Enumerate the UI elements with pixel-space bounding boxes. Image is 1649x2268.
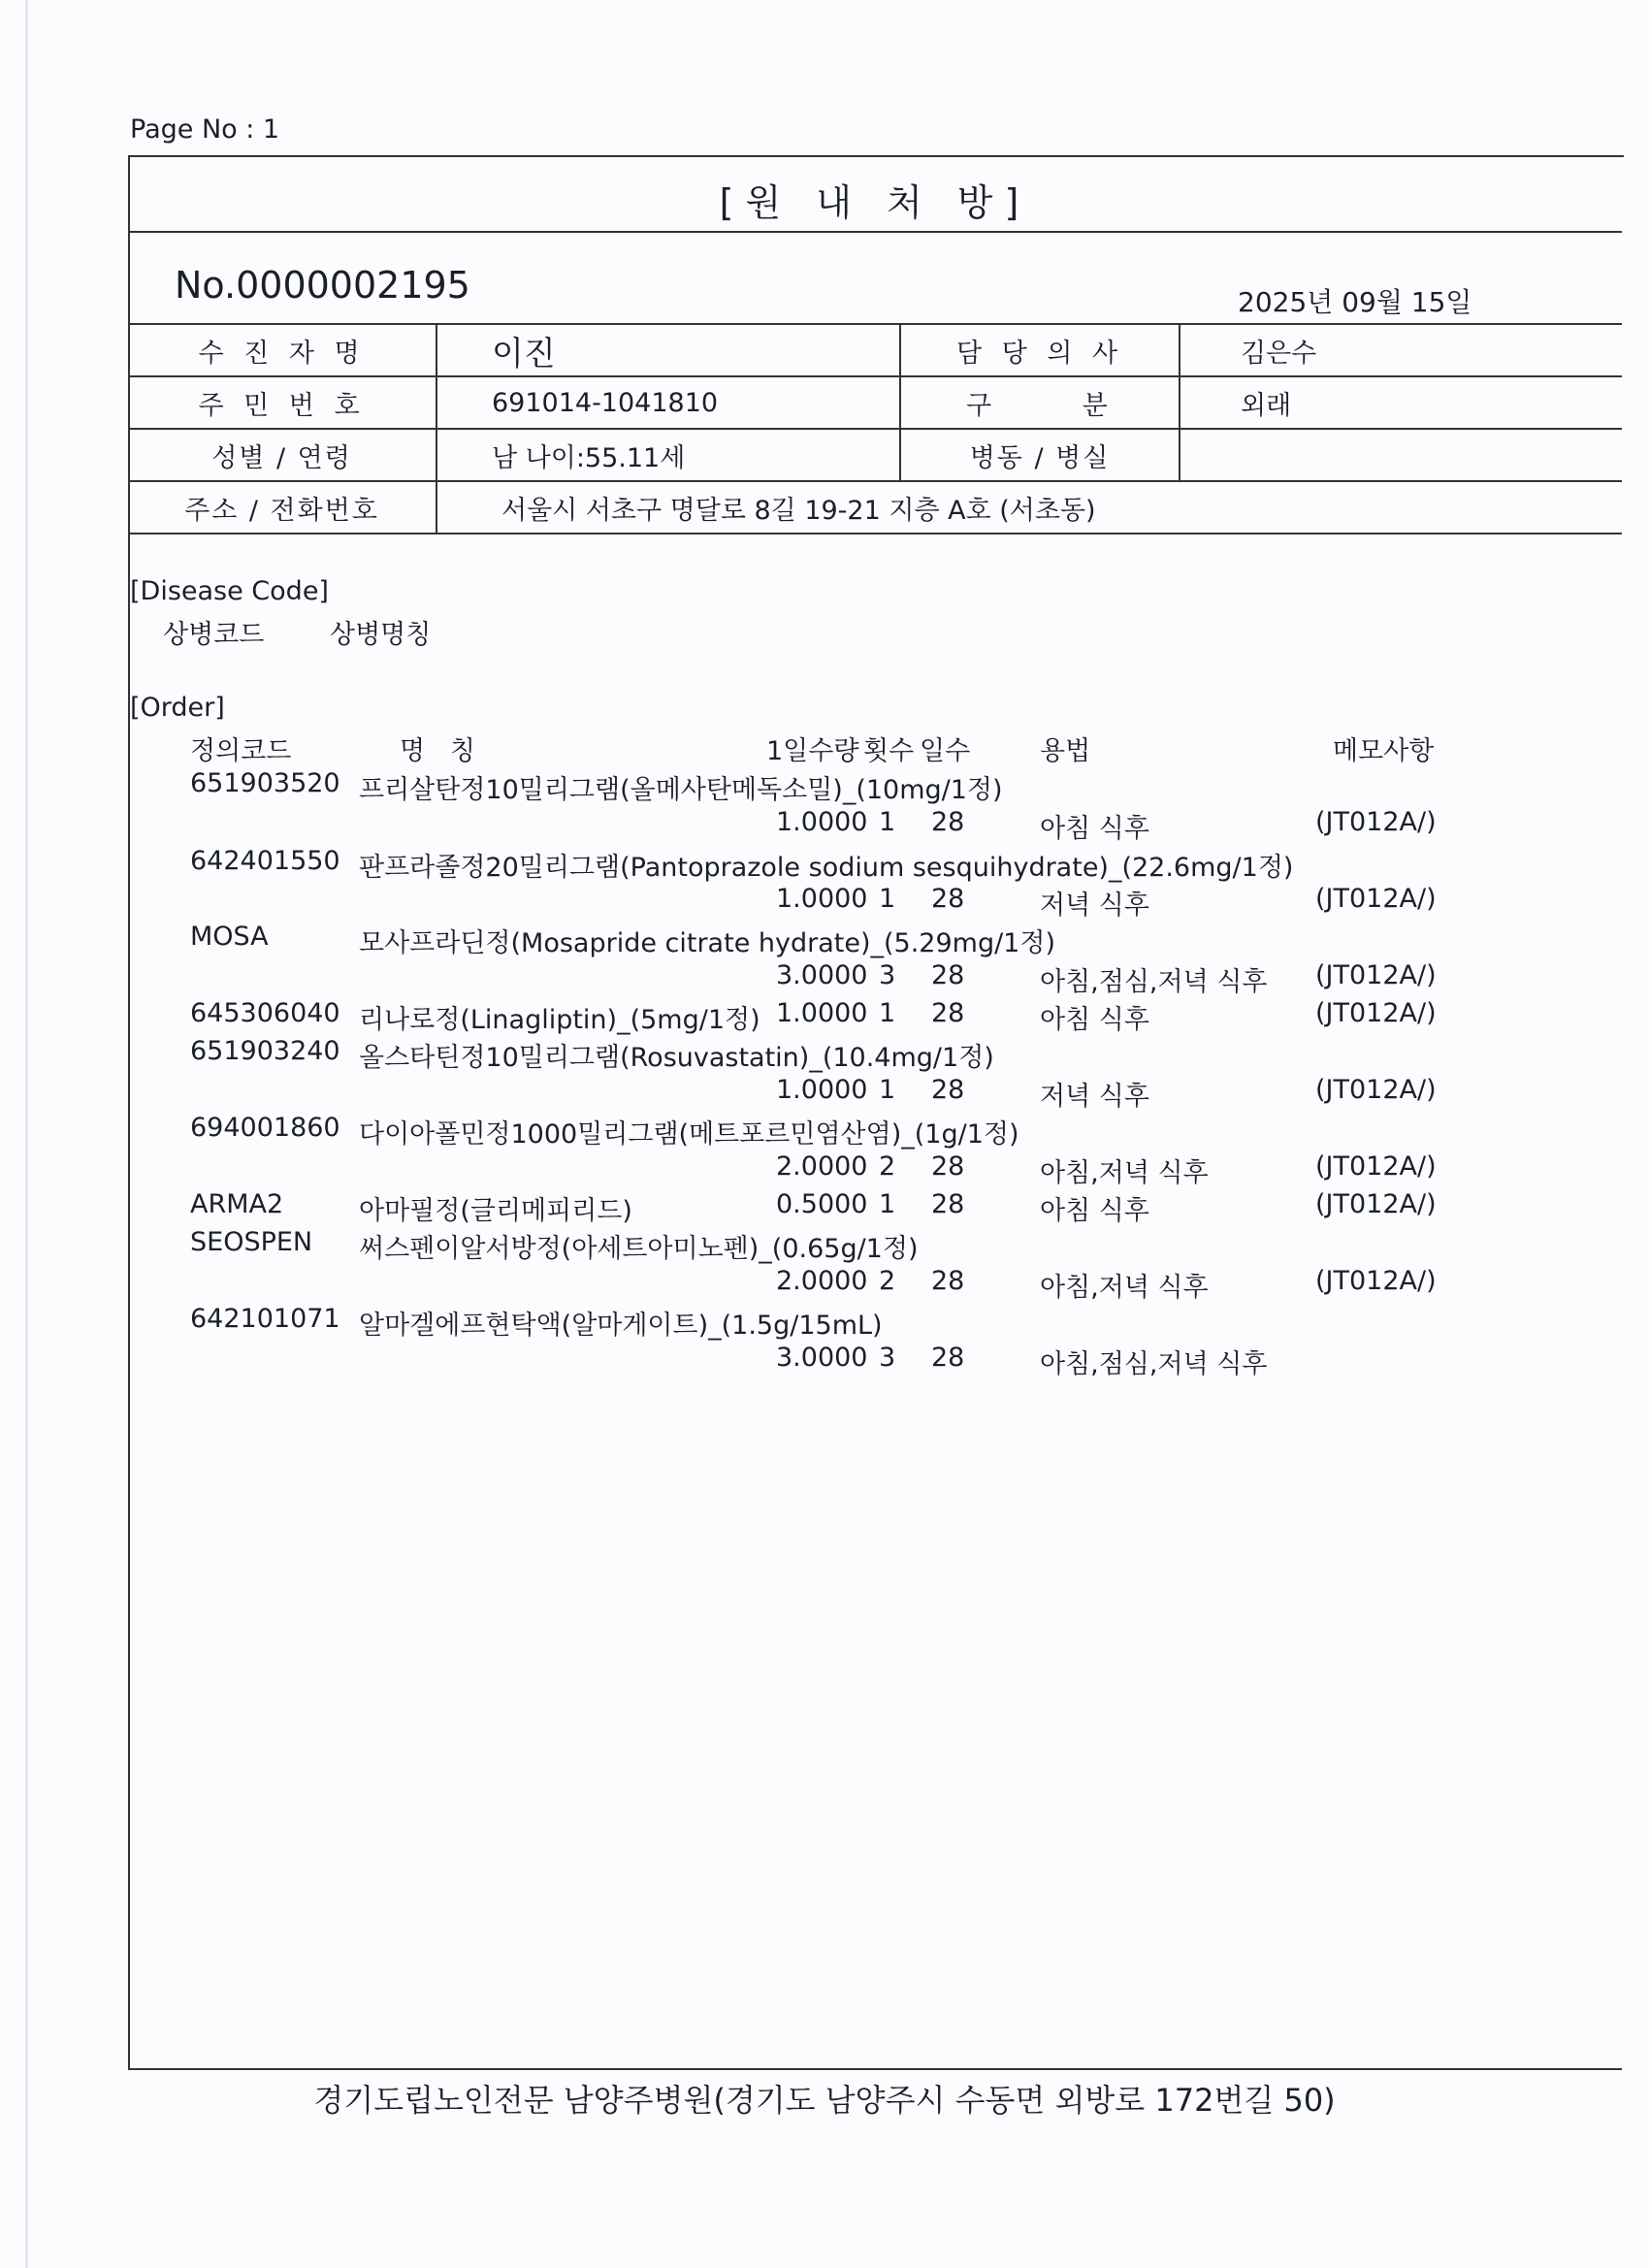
order-drug-name: 프리살탄정10밀리그램(올메사탄메독소밀)_(10mg/1정) [359, 775, 1003, 805]
doctor-name: 김은수 [1180, 324, 1622, 376]
order-times: 3 [879, 1343, 896, 1373]
order-usage: 아침 식후 [1040, 1005, 1149, 1035]
order-times: 1 [879, 1075, 896, 1105]
order-header-name: 명 칭 [400, 736, 475, 766]
visit-type-label: 구 분 [900, 376, 1180, 429]
order-qty: 1.0000 [776, 807, 868, 837]
order-days: 28 [931, 1266, 965, 1296]
patient-row-sex-age [128, 429, 1622, 481]
order-qty: 1.0000 [776, 1075, 868, 1105]
order-drug-name: 모사프라딘정(Mosapride citrate hydrate)_(5.29mg/1정) [359, 928, 1055, 958]
order-memo: (JT012A/) [1315, 960, 1437, 990]
order-drug-name: 다이아폴민정1000밀리그램(메트포르민염산염)_(1g/1정) [359, 1119, 1019, 1150]
order-usage: 저녁 식후 [1040, 1082, 1149, 1112]
order-code: 694001860 [190, 1113, 340, 1143]
disease-section-title: [Disease Code] [130, 576, 329, 606]
visit-type: 외래 [1180, 376, 1622, 429]
order-qty: 2.0000 [776, 1266, 868, 1296]
order-qty: 2.0000 [776, 1151, 868, 1182]
order-days: 28 [931, 998, 965, 1028]
order-code: 642101071 [190, 1304, 340, 1334]
order-drug-name: 판프라졸정20밀리그램(Pantoprazole sodium sesquihydrate)_(22.6mg/1정) [359, 853, 1294, 883]
order-times: 2 [879, 1151, 896, 1182]
order-days: 28 [931, 1075, 965, 1105]
order-code: 645306040 [190, 998, 340, 1028]
order-code: ARMA2 [190, 1189, 284, 1219]
page-number: Page No : 1 [130, 114, 280, 145]
order-usage: 아침 식후 [1040, 1196, 1149, 1226]
order-times: 1 [879, 807, 896, 837]
prescription-date: 2025년 09월 15일 [1238, 286, 1472, 318]
order-days: 28 [931, 807, 965, 837]
order-times: 1 [879, 1189, 896, 1219]
order-memo: (JT012A/) [1315, 998, 1437, 1028]
order-drug-name: 아마필정(글리메피리드) [359, 1196, 632, 1226]
order-code: 651903240 [190, 1036, 340, 1066]
sex-age-label: 성별 / 연령 [128, 429, 436, 481]
order-header-days: 일수 [920, 736, 971, 766]
order-days: 28 [931, 1189, 965, 1219]
order-drug-name: 써스펜이알서방정(아세트아미노펜)_(0.65g/1정) [359, 1234, 919, 1264]
order-memo: (JT012A/) [1315, 1189, 1437, 1219]
order-drug-name: 올스타틴정10밀리그램(Rosuvastatin)_(10.4mg/1정) [359, 1043, 994, 1073]
ward-label: 병동 / 병실 [900, 429, 1180, 481]
order-times: 1 [879, 884, 896, 914]
order-code: 651903520 [190, 768, 340, 798]
sex-age: 남 나이:55.11세 [436, 429, 900, 481]
order-times: 1 [879, 998, 896, 1028]
order-code: SEOSPEN [190, 1227, 313, 1257]
doctor-label: 담 당 의 사 [900, 324, 1180, 376]
order-days: 28 [931, 884, 965, 914]
patient-row-name [128, 324, 1622, 376]
order-qty: 1.0000 [776, 998, 868, 1028]
order-memo: (JT012A/) [1315, 807, 1437, 837]
address-label: 주소 / 전화번호 [128, 481, 436, 534]
order-header-usage: 용법 [1040, 736, 1091, 766]
hospital-footer: 경기도립노인전문 남양주병원(경기도 남양주시 수동면 외방로 172번길 50) [313, 2082, 1336, 2119]
order-memo: (JT012A/) [1315, 1075, 1437, 1105]
order-days: 28 [931, 1151, 965, 1182]
order-usage: 아침,점심,저녁 식후 [1040, 1349, 1268, 1379]
patient-row-id [128, 376, 1622, 429]
order-qty: 3.0000 [776, 960, 868, 990]
patient-name: 이진 [436, 324, 900, 376]
order-usage: 저녁 식후 [1040, 891, 1149, 921]
order-qty: 0.5000 [776, 1189, 868, 1219]
prescription-number: No.0000002195 [175, 264, 470, 307]
order-days: 28 [931, 960, 965, 990]
order-usage: 아침,저녁 식후 [1040, 1273, 1209, 1303]
patient-row-address [128, 481, 1622, 534]
order-drug-name: 알마겔에프현탁액(알마게이트)_(1.5g/15mL) [359, 1311, 883, 1341]
order-usage: 아침,점심,저녁 식후 [1040, 967, 1268, 997]
order-drug-name: 리나로정(Linagliptin)_(5mg/1정) [359, 1005, 760, 1035]
disease-code-header: 상병코드 [163, 620, 265, 650]
order-times: 2 [879, 1266, 896, 1296]
order-section-title: [Order] [130, 693, 225, 723]
order-times: 3 [879, 960, 896, 990]
resident-number-label: 주 민 번 호 [128, 376, 436, 429]
order-header-memo: 메모사항 [1333, 736, 1435, 766]
order-qty: 3.0000 [776, 1343, 868, 1373]
resident-number: 691014-1041810 [436, 376, 900, 429]
order-header-code: 정의코드 [190, 736, 292, 766]
footer-divider [128, 2068, 1622, 2070]
patient-info-table [128, 323, 1622, 535]
order-usage: 아침,저녁 식후 [1040, 1158, 1209, 1188]
order-usage: 아침 식후 [1040, 814, 1149, 844]
patient-name-label: 수 진 자 명 [128, 324, 436, 376]
ward [1180, 429, 1622, 481]
order-days: 28 [931, 1343, 965, 1373]
order-header-qty: 1일수량 [766, 736, 859, 766]
order-memo: (JT012A/) [1315, 1266, 1437, 1296]
disease-name-header: 상병명칭 [330, 620, 432, 650]
order-qty: 1.0000 [776, 884, 868, 914]
title-band [128, 155, 1622, 233]
order-code: 642401550 [190, 846, 340, 876]
address: 서울시 서초구 명달로 8길 19-21 지층 A호 (서초동) [436, 481, 1622, 534]
order-memo: (JT012A/) [1315, 884, 1437, 914]
order-code: MOSA [190, 922, 269, 952]
order-header-times: 횟수 [863, 736, 915, 766]
document-title: [원 내 처 방] [719, 181, 1031, 224]
paper-edge [25, 0, 28, 2268]
order-memo: (JT012A/) [1315, 1151, 1437, 1182]
